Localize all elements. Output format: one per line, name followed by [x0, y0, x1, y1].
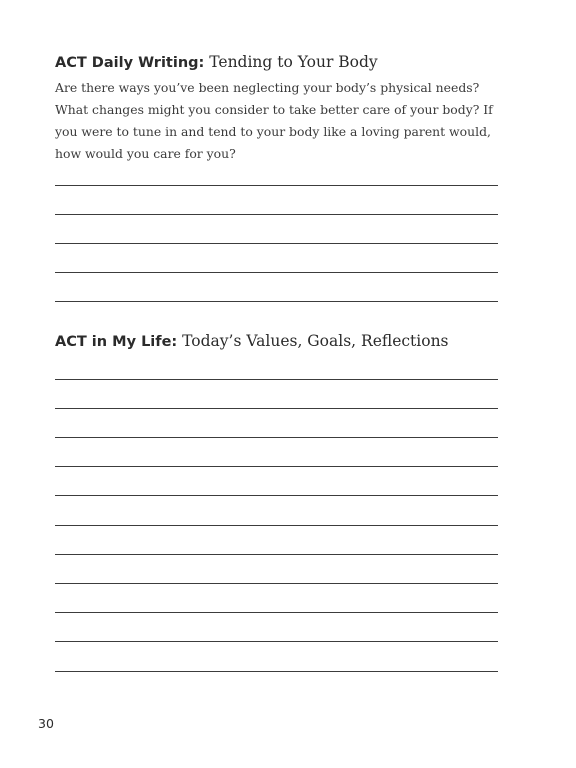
daily-writing-heading-bold: ACT Daily Writing: [55, 55, 205, 71]
page-number: 30 [38, 716, 54, 731]
writing-line[interactable] [55, 612, 498, 613]
writing-line[interactable] [55, 243, 498, 244]
writing-line[interactable] [55, 272, 498, 273]
writing-line[interactable] [55, 301, 498, 302]
writing-line[interactable] [55, 408, 498, 409]
writing-line[interactable] [55, 437, 498, 438]
writing-line[interactable] [55, 583, 498, 584]
writing-line[interactable] [55, 379, 498, 380]
daily-writing-heading [55, 52, 378, 73]
writing-line[interactable] [55, 466, 498, 467]
writing-line[interactable] [55, 671, 498, 672]
daily-writing-heading-rest: Tending to Your Body [209, 53, 378, 71]
daily-writing-prompt: Are there ways you’ve been neglecting your body’s physical needs? What changes might you consider to take better care of your body? If you were to tune in and tend to your body like a loving parent would, how would you care for you? [55, 80, 493, 161]
act-in-my-life-heading [55, 331, 449, 352]
writing-line[interactable] [55, 185, 498, 186]
act-in-my-life-heading-bold: ACT in My Life: [55, 334, 178, 350]
act-in-my-life-heading-rest: Today’s Values, Goals, Reflections [182, 332, 449, 350]
writing-line[interactable] [55, 641, 498, 642]
writing-line[interactable] [55, 495, 498, 496]
writing-line[interactable] [55, 554, 498, 555]
writing-line[interactable] [55, 525, 498, 526]
writing-line[interactable] [55, 214, 498, 215]
